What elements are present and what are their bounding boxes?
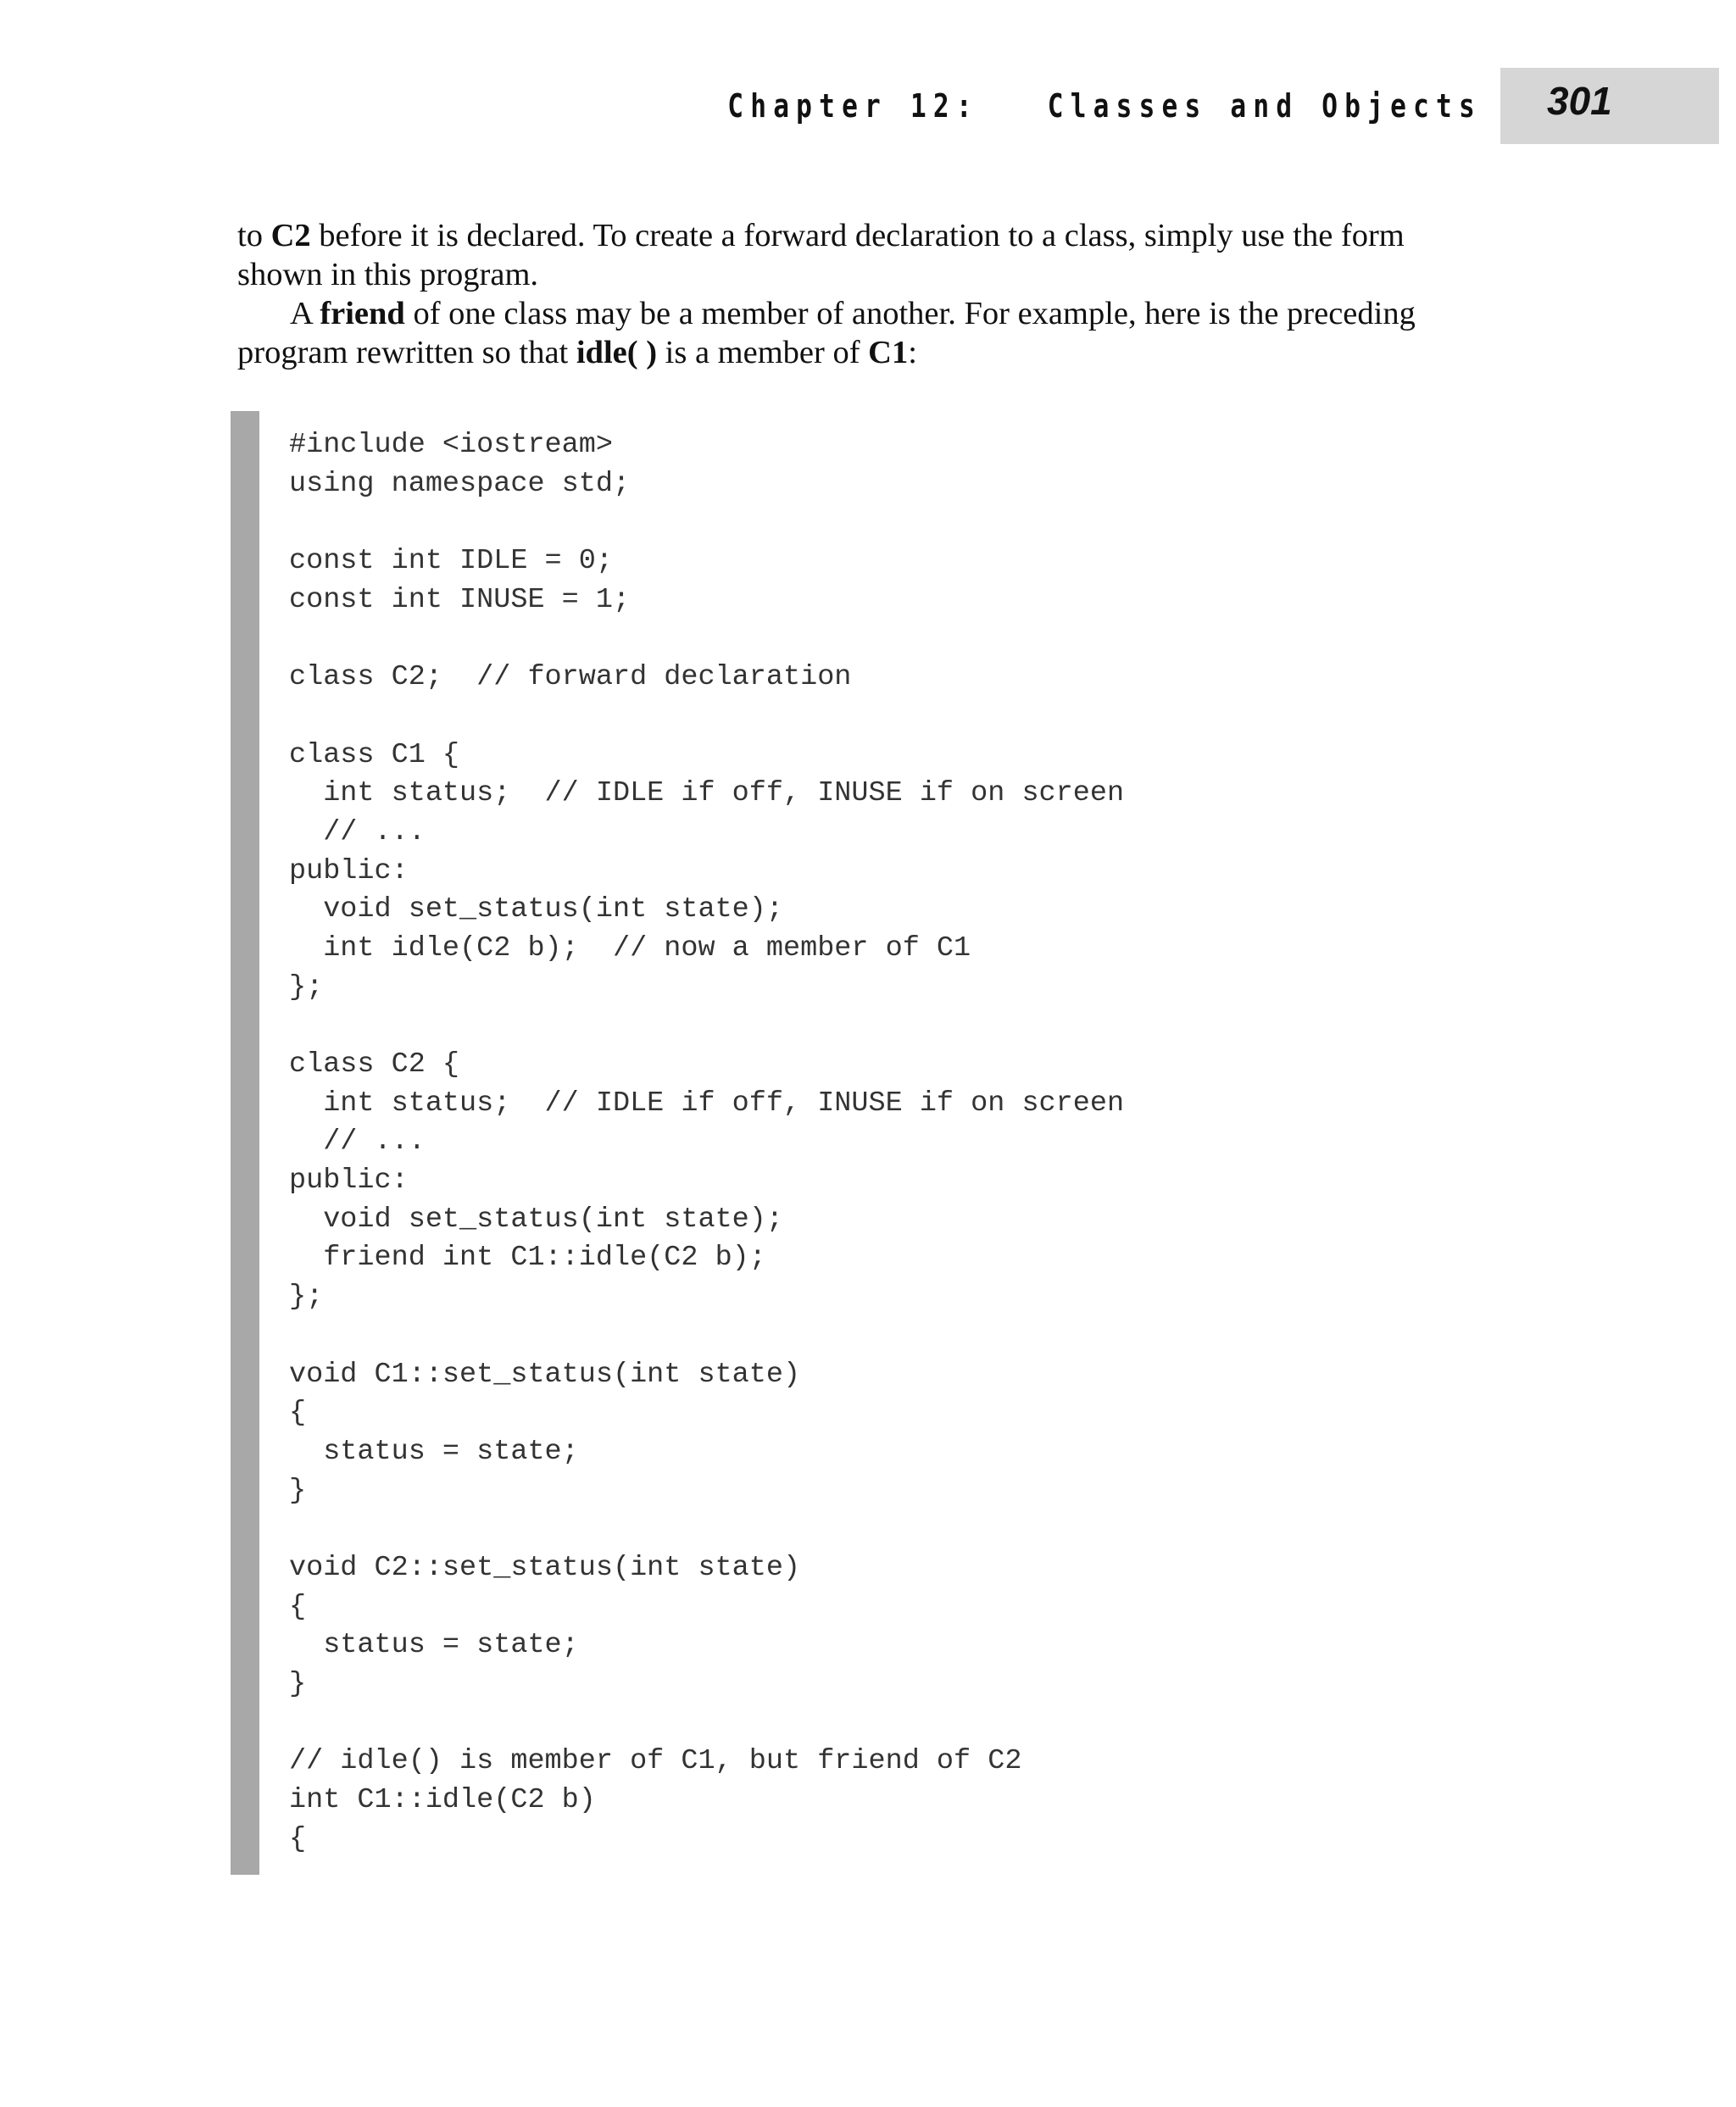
bold-term: friend xyxy=(320,296,405,331)
code-line: }; xyxy=(289,1281,324,1314)
code-line: const int IDLE = 0; xyxy=(289,545,613,578)
code-line xyxy=(289,1704,1124,1743)
code-line: void C2::set_status(int state) xyxy=(289,1551,801,1584)
code-line: // idle() is member of C1, but friend of C2 xyxy=(289,1745,1022,1778)
code-line: friend int C1::idle(C2 b); xyxy=(289,1242,766,1275)
code-line: class C2; // forward declaration xyxy=(289,661,852,694)
code-line: }; xyxy=(289,970,324,1003)
code-line: void set_status(int state); xyxy=(289,1203,783,1236)
running-head xyxy=(0,68,1492,144)
code-line: public: xyxy=(289,854,409,887)
text-run: : xyxy=(908,335,917,370)
text-run: A xyxy=(290,296,320,331)
code-line xyxy=(289,1317,1124,1356)
code-line: int C1::idle(C2 b) xyxy=(289,1784,596,1817)
code-line: { xyxy=(289,1822,307,1855)
code-line: status = state; xyxy=(289,1629,579,1662)
code-line: public: xyxy=(289,1165,409,1198)
code-line: class C1 { xyxy=(289,738,460,771)
page-number: 301 xyxy=(1547,79,1612,123)
bold-term: C1 xyxy=(868,335,909,370)
paragraph xyxy=(237,294,1441,372)
code-line: { xyxy=(289,1590,307,1623)
code-line: int status; // IDLE if off, INUSE if on screen xyxy=(289,777,1125,810)
code-line xyxy=(289,1007,1124,1046)
code-sidebar-bar xyxy=(231,411,259,1875)
code-line: } xyxy=(289,1474,307,1507)
text-run: before it is declared. To create a forward declaration to a class, simply use the form shown in this program. xyxy=(237,218,1405,292)
code-line: // ... xyxy=(289,1126,426,1159)
body-text xyxy=(237,216,1441,372)
code-line xyxy=(289,620,1124,659)
code-line: { xyxy=(289,1397,307,1430)
code-line xyxy=(289,503,1124,542)
chapter-title: Chapter 12: Classes and Objects xyxy=(727,87,1482,125)
bold-term: C2 xyxy=(270,218,311,253)
code-line: using namespace std; xyxy=(289,467,631,500)
text-run: is a member of xyxy=(657,335,869,370)
code-line: class C2 { xyxy=(289,1048,460,1081)
code-line xyxy=(289,1510,1124,1549)
paragraph xyxy=(237,216,1441,294)
code-line xyxy=(289,698,1124,737)
code-line: void C1::set_status(int state) xyxy=(289,1358,801,1391)
code-line: const int INUSE = 1; xyxy=(289,583,631,616)
code-line: // ... xyxy=(289,815,426,848)
bold-term: idle( ) xyxy=(576,335,658,370)
code-line: } xyxy=(289,1668,307,1700)
code-listing xyxy=(289,426,1124,1859)
code-line: int status; // IDLE if off, INUSE if on screen xyxy=(289,1087,1125,1120)
code-line: void set_status(int state); xyxy=(289,893,783,926)
code-line: status = state; xyxy=(289,1435,579,1468)
code-line: #include <iostream> xyxy=(289,429,613,461)
text-run: to xyxy=(237,218,271,253)
text-run: of one class may be a member of another. For example, here is the preceding program rewritten so that xyxy=(237,296,1416,370)
code-line: int idle(C2 b); // now a member of C1 xyxy=(289,931,971,965)
